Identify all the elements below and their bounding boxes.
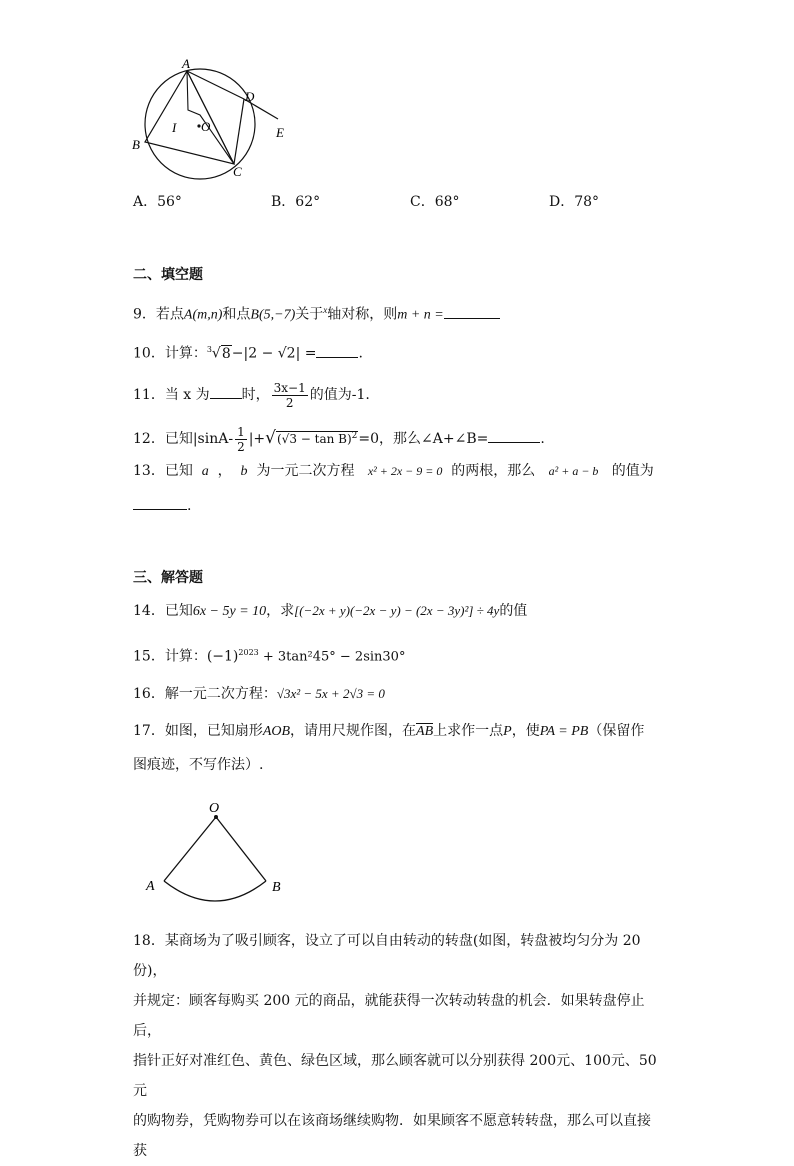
q10-cbrt-radicand: 8 [221,345,231,362]
q12-fraction [235,425,247,454]
q15-exp: 2023 [238,648,259,657]
question-12: 12．已知|sinA- $\frac{1}{2}$ $|+√(√3 - \tan B)^2=0$，那么∠A+∠B= . [133,424,545,454]
q12-radicand: (√3 − tan B) [277,432,352,446]
q17-point-p: P [503,724,512,739]
q13-comma: ， [217,463,232,479]
q14-expr: [(−2x + y)(−2x − y) − (2x − 3y)²] ÷ 4y [294,603,500,618]
q13-b: b [240,464,248,479]
q13-equation: x² + 2x − 9 = 0 [367,464,443,478]
arc-ab [164,881,266,901]
q10-num: 10．计算： [133,345,207,362]
q17-condition: PA = PB [539,724,589,739]
option-d: D．78° [549,194,600,210]
label-a: A [146,879,155,894]
q15-num: 15．计算： [133,648,207,665]
q18-line-4: 的购物券，凭购物券可以在该商场继续购物．如果顾客不愿意转转盘，那么可以直接获 [133,1113,651,1159]
question-16 [133,684,385,704]
question-17 [133,721,644,742]
q17-text-c: 上求作一点 [433,723,504,739]
section-heading-fill-in: 二、填空题 [133,267,203,283]
q13-end: 的值为 [611,463,654,479]
question-10: 10．计算：$^3$√8−|2 − √2| = . [133,340,363,364]
q15-rest: + 3tan²45° − 2sin30° [258,649,406,665]
q9-num: 9．若点 [133,306,184,323]
q17-aob: AOB [262,724,291,739]
q11-mid: 时， [241,387,270,403]
q17-text-d: ，使 [511,723,540,739]
q13-mid2: 的两根，那么 [451,463,536,479]
q12-num: 12．已知|sinA- [133,431,234,447]
radius-oa [164,817,216,881]
q14-mid: ，求 [266,603,295,619]
radius-ob [216,817,266,881]
question-9 [133,300,500,326]
q17-text-a: 17．如图，已知扇形 [133,723,263,739]
label-c: C [233,164,242,179]
label-o: O [201,119,211,134]
label-o: O [209,801,220,816]
q9-mid2: 关于 [295,306,324,323]
triangle-abc [145,71,234,164]
q14-end: 的值 [499,603,528,619]
q9-answer-blank[interactable] [444,304,500,319]
q13-end2: . [187,498,192,514]
question-13 [133,461,654,482]
question-13-cont [133,495,191,516]
label-i: I [172,120,177,135]
q13-mid: 为一元二次方程 [256,463,355,479]
q12-answer-blank[interactable] [488,428,540,443]
q12-frac-num: 1 [237,424,245,439]
q13-a: a [201,464,209,479]
q9-mid3: 轴对称，则 [327,306,398,323]
q14-condition: 6x − 5y = 10 [192,604,267,619]
label-b: B [132,137,140,152]
chord-ad [187,71,244,99]
q17-text-e: （保留作 [588,723,645,739]
q10-cbrt-index: 3 [206,345,212,354]
q12-rest: =0，那么∠A+∠B= [358,431,489,447]
q13-expr: a² + a − b [548,464,599,478]
q17-line2: 图痕迹，不写作法）. [133,757,264,773]
circle-figure [128,55,298,180]
q14-num: 14．已知 [133,603,193,619]
q17-arc-ab: AB [416,724,434,739]
segment-a-c [187,71,234,164]
circumcircle [145,69,255,179]
question-14 [133,601,527,622]
option-a: A．56° [133,194,182,210]
q10-rest: −|2 − √2| = [231,345,317,362]
option-b: B．62° [271,194,321,210]
q9-expr: m + n = [397,307,444,323]
q11-answer-blank[interactable] [210,384,242,399]
q18-line-3: 指针正好对准红色、黄色、绿色区域，那么顾客就可以分别获得 200元、100元、50元 [133,1053,657,1099]
q12-frac-den: 2 [237,439,245,454]
label-d: D [245,89,255,104]
q9-mid1: 和点 [222,306,251,323]
sector-figure [140,795,300,905]
q9-axis: x [323,305,328,315]
q11-frac-num: 3x−1 [273,380,306,395]
q12-end: . [540,431,545,447]
q16-num: 16．解一元二次方程： [133,686,277,702]
q11-fraction [272,381,308,410]
q11-end: 的值为-1. [309,387,370,403]
label-b: B [272,880,281,895]
q16-expr: √3x² − 5x + 2√3 = 0 [276,686,385,701]
q12-exp: 2 [351,431,358,441]
q12-mid: |+ [248,431,266,447]
q11-num: 11．当 x 为 [133,387,210,403]
q15-base: (−1) [206,648,239,665]
chord-dc [234,99,244,164]
question-18 [133,926,663,1166]
q18-line-1: 18．某商场为了吸引顾客，设立了可以自由转动的转盘(如图，转盘被均匀分为 20 份)， [133,933,641,979]
q18-line-2: 并规定：顾客每购买 200 元的商品，就能获得一次转动转盘的机会．如果转盘停止后， [133,993,645,1039]
q10-end: . [358,345,363,362]
question-15 [133,643,405,668]
section-heading-solve: 三、解答题 [133,570,203,586]
label-e: E [276,125,284,140]
label-a: A [182,56,190,71]
q13-answer-blank[interactable] [133,495,187,510]
option-c: C．68° [410,194,460,210]
q11-frac-den: 2 [285,395,294,410]
q17-text-b: ，请用尺规作图，在 [290,723,417,739]
q9-point-b: B(5,−7) [250,307,296,323]
q10-answer-blank[interactable] [316,343,358,358]
question-11 [133,380,370,410]
q9-point-a: A(m,n) [183,307,223,323]
q13-num: 13．已知 [133,463,193,479]
question-17-cont [133,755,263,775]
